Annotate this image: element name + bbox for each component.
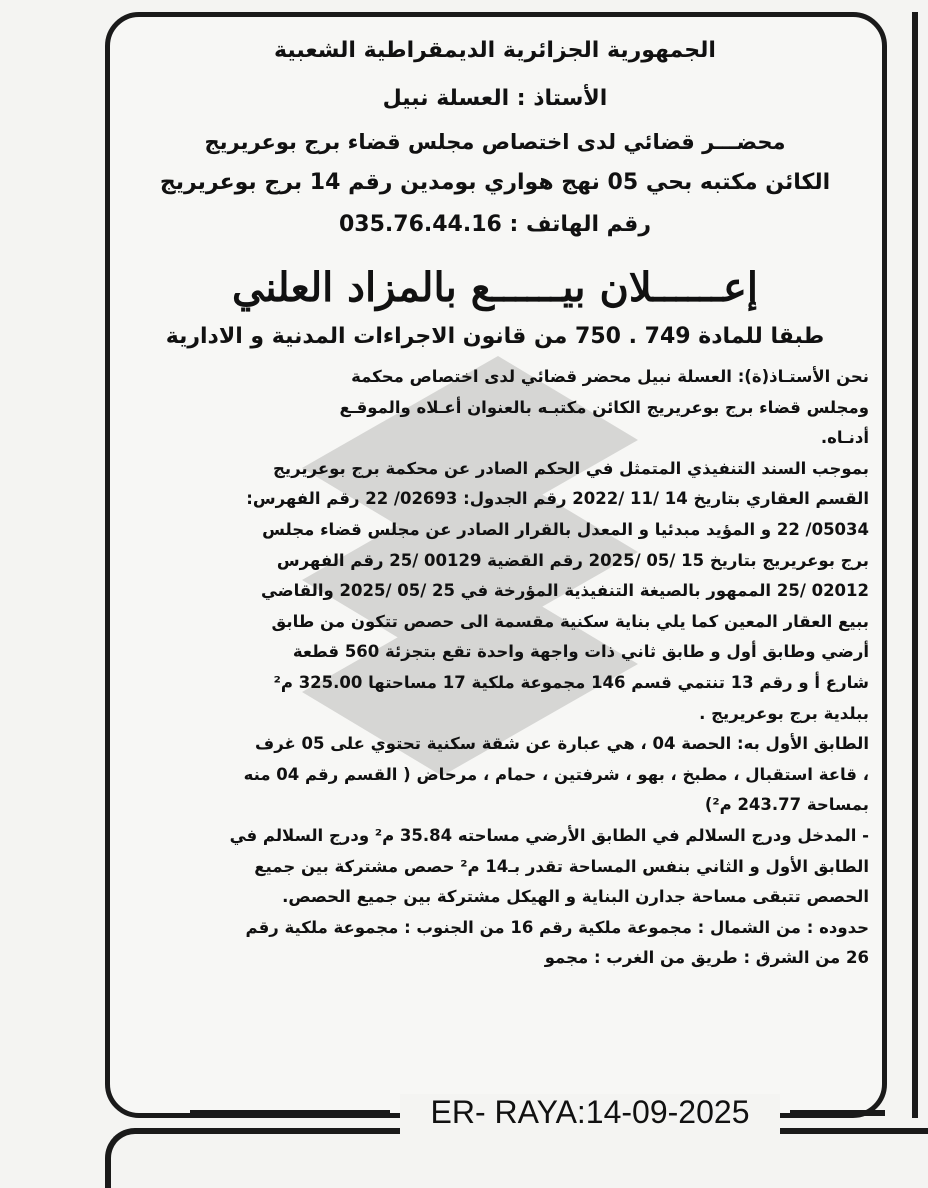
bailiff-jurisdiction: محضـــر قضائي لدى اختصاص مجلس قضاء برج بوعريريج [204,130,786,154]
body-line: ببيع العقار المعين كما يلي بناية سكنية مقسمة الى حصص تتكون من طابق [271,611,869,631]
body-line: أرضي وطابق أول و طابق ثاني ذات واجهة واحدة تقع بتجزئة 560 قطعة [292,642,869,662]
notice-body [125,362,869,974]
judgment-paragraph [125,454,869,729]
body-line: نحن الأستـاذ(ة): العسلة نبيل محضر قضائي لدى اختصاص محكمة [351,367,869,386]
body-line: شارع أ و رقم 13 تنتمي قسم 146 مجموعة ملكية 17 مساحتها 325.00 م² [273,672,869,692]
body-line: - المدخل ودرج السلالم في الطابق الأرضي مساحته 35.84 م² ودرج السلالم في [229,825,869,845]
footer-divider-left [190,1110,390,1116]
common-areas-paragraph [125,821,869,913]
notice-subtitle: طبقا للمادة 749 . 750 من قانون الاجراءات المدنية و الادارية [165,324,825,349]
bailiff-name: الأستاذ : العسلة نبيل [382,86,608,111]
notice-title: إعــــــلان بيــــــع بالمزاد العلني [232,264,758,311]
newspaper-source-date: ER- RAYA:14-09-2025 [400,1094,780,1134]
body-line: 26 من الشرق : طريق من الغرب : مجمو [544,948,869,968]
intro-paragraph [125,362,869,454]
body-line: 05034/ 22 و المؤيد مبدئيا و المعدل بالقرار الصادر عن مجلس قضاء مجلس [262,519,869,539]
first-floor-paragraph [125,729,869,821]
boundaries-paragraph [125,913,869,974]
phone-number: رقم الهاتف : 035.76.44.16 [339,212,651,237]
body-line: الطابق الأول به: الحصة 04 ، هي عبارة عن شقة سكنية تحتوي على 05 غرف [255,734,869,754]
body-line: 02012 /25 الممهور بالصيغة التنفيذية المؤرخة في 25 /05 /2025 والقاضي [260,581,869,601]
next-notice-border [105,1128,928,1188]
body-line: برج بوعريريج بتاريخ 15 /05 /2025 رقم القضية 00129 /25 رقم الفهرس [276,550,869,570]
body-line: الطابق الأول و الثاني بنفس المساحة تقدر بـ14 م² حصص مشتركة بين جميع [254,856,869,876]
body-line: ببلدية برج بوعريريج . [699,703,869,723]
republic-name: الجمهورية الجزائرية الديمقراطية الشعبية [274,38,716,63]
body-line: ، قاعة استقبال ، مطبخ ، بهو ، شرفتين ، حمام ، مرحاض ( القسم رقم 04 منه [243,764,869,784]
adjacent-notice-border [912,12,928,1118]
footer-divider-right [790,1110,885,1116]
body-line: بموجب السند التنفيذي المتمثل في الحكم الصادر عن محكمة برج بوعريريج [273,458,869,478]
office-address: الكائن مكتبه بحي 05 نهج هواري بومدين رقم 14 برج بوعريريج [159,170,831,195]
body-line: القسم العقاري بتاريخ 14 /11 /2022 رقم الجدول: 02693/ 22 رقم الفهرس: [246,489,869,509]
body-line: حدوده : من الشمال : مجموعة ملكية رقم 16 من الجنوب : مجموعة ملكية رقم [245,917,869,937]
body-line: بمساحة 243.77 م²) [704,795,869,815]
body-line: أدنـاه. [820,428,869,448]
body-line: ومجلس قضاء برج بوعريريج الكائن مكتبـه بالعنوان أعـلاه والموقـع [339,397,869,417]
body-line: الحصص تتبقى مساحة جدارن البناية و الهيكل مشتركة بين جميع الحصص. [282,887,869,907]
